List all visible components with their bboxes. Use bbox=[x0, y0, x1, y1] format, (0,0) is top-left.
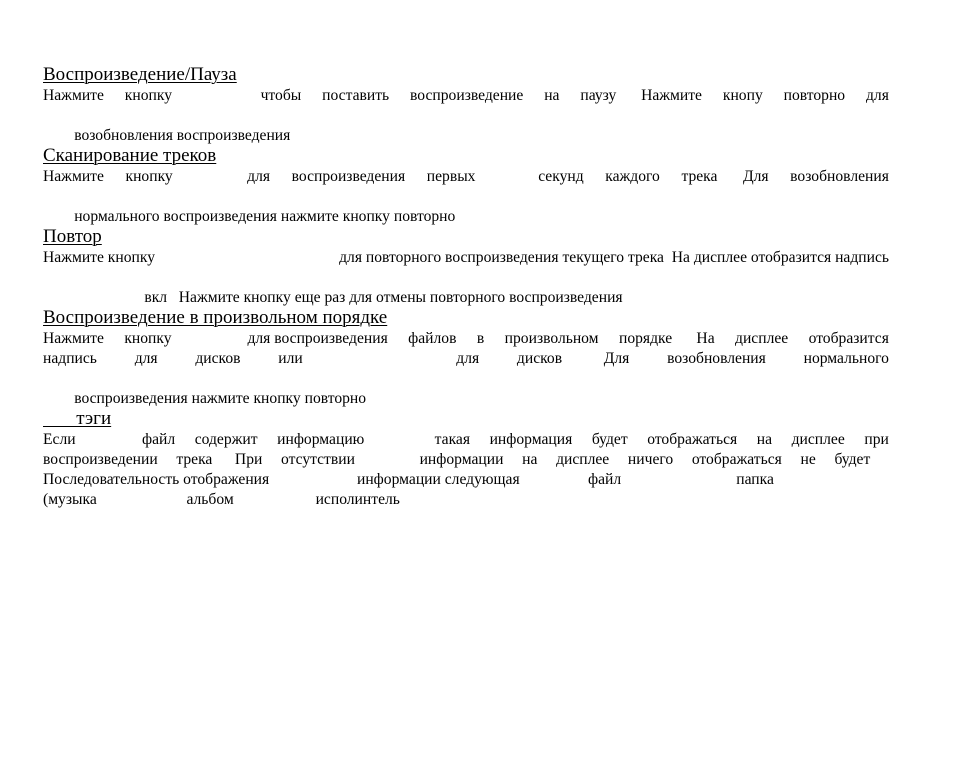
word: в bbox=[476, 330, 485, 347]
paragraph-line bbox=[43, 329, 889, 349]
section-heading: Сканирование треков bbox=[43, 145, 217, 166]
blank bbox=[193, 86, 240, 106]
blank bbox=[97, 490, 187, 510]
word: отобразится bbox=[808, 330, 889, 347]
blank bbox=[341, 349, 419, 369]
word: информации bbox=[419, 451, 504, 468]
word: Нажмите bbox=[43, 168, 104, 185]
word: не bbox=[800, 451, 816, 468]
word: на bbox=[756, 431, 773, 448]
blank bbox=[536, 470, 571, 490]
blank bbox=[286, 470, 341, 490]
word: кнопку bbox=[125, 168, 173, 185]
paragraph-line bbox=[43, 106, 889, 144]
paragraph-line bbox=[43, 86, 889, 106]
section-track-scan bbox=[43, 145, 889, 225]
word: для bbox=[247, 168, 271, 185]
blank bbox=[192, 329, 227, 349]
word: дисков bbox=[195, 350, 241, 367]
word: будет bbox=[591, 431, 628, 448]
word: при bbox=[864, 431, 889, 448]
word: отображаться bbox=[647, 431, 738, 448]
section-paragraph bbox=[43, 329, 889, 407]
word: возобновления bbox=[667, 350, 766, 367]
section-tags bbox=[43, 408, 889, 510]
word: для bbox=[134, 350, 158, 367]
word: воспроизведения bbox=[291, 168, 406, 185]
word: на bbox=[522, 451, 538, 468]
word: Если bbox=[43, 431, 76, 448]
word: или bbox=[278, 350, 303, 367]
word: поставить bbox=[322, 87, 390, 104]
word: На bbox=[692, 330, 715, 347]
word: ничего bbox=[627, 451, 674, 468]
word: нормального bbox=[803, 350, 889, 367]
word: отображаться bbox=[691, 451, 782, 468]
word: порядке bbox=[618, 330, 673, 347]
text: возобновления воспроизведения bbox=[74, 127, 291, 144]
word: При bbox=[231, 451, 263, 468]
word: информацию bbox=[277, 431, 365, 448]
word: файл bbox=[142, 431, 176, 448]
word: каждого bbox=[605, 168, 660, 185]
word: дисков bbox=[516, 350, 563, 367]
blank bbox=[497, 167, 517, 187]
section-shuffle bbox=[43, 307, 889, 407]
word: секунд bbox=[538, 168, 584, 185]
blank bbox=[400, 490, 903, 510]
word: первых bbox=[426, 168, 476, 185]
paragraph-line bbox=[43, 369, 889, 407]
word: кнопку bbox=[124, 330, 172, 347]
blank bbox=[95, 430, 122, 450]
section-paragraph bbox=[43, 167, 889, 225]
section-heading: Воспроизведение в произвольном порядке bbox=[43, 307, 388, 328]
text: информации следующая bbox=[356, 471, 520, 488]
word: кнопку bbox=[124, 87, 173, 104]
word: для воспроизведения bbox=[247, 330, 388, 347]
word: возобновления bbox=[790, 168, 889, 185]
paragraph-line bbox=[43, 349, 889, 369]
section-heading: Повтор bbox=[43, 226, 102, 247]
word: на bbox=[544, 87, 560, 104]
word: паузу bbox=[580, 87, 617, 104]
word: Для bbox=[599, 350, 630, 367]
paragraph-line bbox=[43, 430, 889, 450]
paragraph-line bbox=[43, 268, 889, 306]
blank bbox=[384, 430, 415, 450]
blank bbox=[194, 167, 225, 187]
word: кнопу bbox=[722, 87, 763, 104]
word: повторно bbox=[783, 87, 846, 104]
blank bbox=[638, 470, 720, 490]
word: воспроизведение bbox=[410, 87, 524, 104]
word: для bbox=[456, 350, 480, 367]
paragraph-line bbox=[43, 470, 889, 490]
blank bbox=[234, 490, 316, 510]
word: дисплее bbox=[735, 330, 789, 347]
text: Нажмите кнопку bbox=[43, 249, 156, 266]
word: дисплее bbox=[791, 431, 845, 448]
paragraph-line bbox=[43, 167, 889, 187]
document-page bbox=[43, 64, 889, 510]
text: нормального воспроизведения нажмите кнопку повторно bbox=[74, 208, 456, 225]
word: трека bbox=[176, 451, 213, 468]
section-heading: Воспроизведение/Пауза bbox=[43, 64, 237, 85]
text: для повторного воспроизведения текущего трека На дисплее отобразится надпись bbox=[339, 249, 889, 266]
word: содержит bbox=[194, 431, 258, 448]
word: (музыка bbox=[43, 491, 97, 508]
section-paragraph bbox=[43, 248, 889, 306]
blank bbox=[791, 470, 873, 490]
word: для bbox=[866, 87, 889, 104]
word: произвольном bbox=[504, 330, 599, 347]
word: отсутствии bbox=[281, 451, 355, 468]
section-paragraph bbox=[43, 86, 889, 144]
word: такая bbox=[434, 431, 471, 448]
word: будет bbox=[834, 451, 871, 468]
paragraph-line bbox=[43, 187, 889, 225]
word: Нажмите bbox=[637, 87, 702, 104]
word: альбом bbox=[186, 491, 234, 508]
word: папка bbox=[736, 471, 774, 488]
paragraph-line bbox=[43, 490, 889, 510]
word: информация bbox=[489, 431, 573, 448]
section-repeat bbox=[43, 226, 889, 306]
word: трека bbox=[681, 168, 718, 185]
section-play-pause bbox=[43, 64, 889, 144]
word: Нажмите bbox=[43, 87, 104, 104]
word: исполинтель bbox=[315, 491, 400, 508]
word: чтобы bbox=[260, 87, 302, 104]
text: вкл Нажмите кнопку еще раз для отмены повторного воспроизведения bbox=[74, 289, 623, 306]
word: Для bbox=[739, 168, 769, 185]
text: воспроизведения нажмите кнопку повторно bbox=[74, 390, 367, 407]
text: Последовательность отображения bbox=[43, 471, 270, 488]
word: воспроизведении bbox=[43, 451, 158, 468]
blank bbox=[374, 450, 401, 470]
blank bbox=[228, 248, 267, 268]
section-paragraph bbox=[43, 430, 889, 510]
word: надпись bbox=[43, 350, 97, 367]
paragraph-line bbox=[43, 450, 889, 470]
word: файл bbox=[587, 471, 622, 488]
word: файлов bbox=[408, 330, 457, 347]
word: дисплее bbox=[556, 451, 610, 468]
section-heading: тэги bbox=[43, 408, 112, 429]
word: Нажмите bbox=[43, 330, 104, 347]
paragraph-line bbox=[43, 248, 889, 268]
